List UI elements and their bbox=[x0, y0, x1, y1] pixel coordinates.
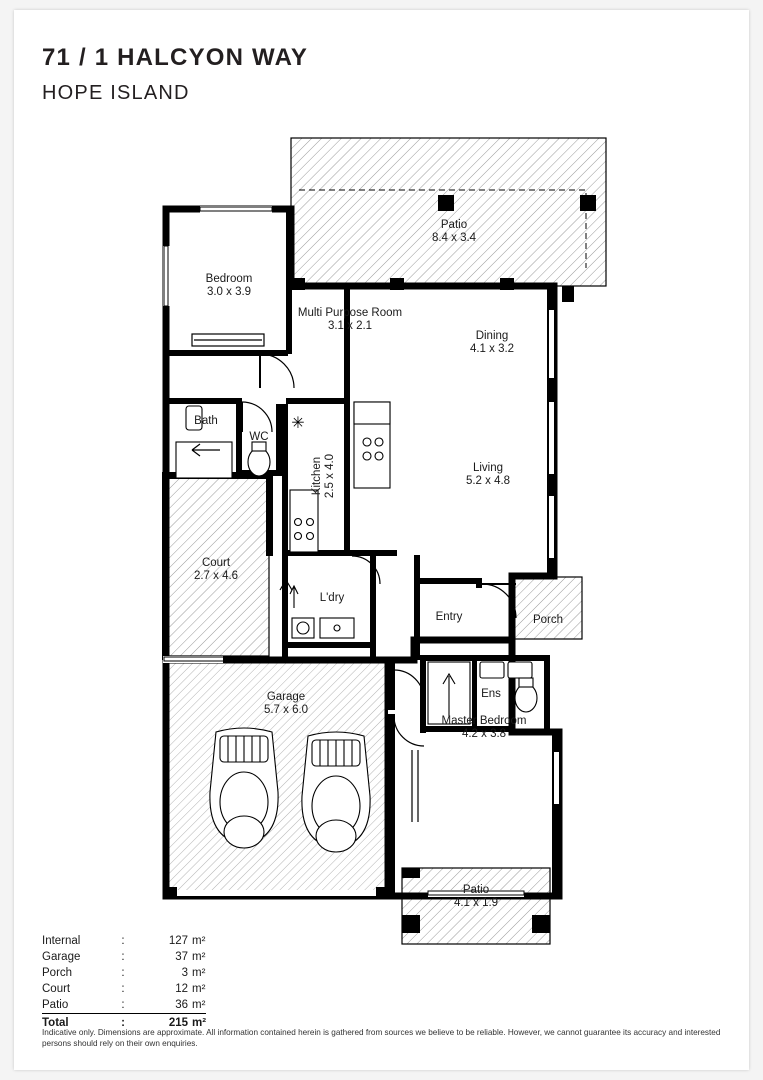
room-label-garage: Garage 5.7 x 6.0 bbox=[263, 691, 309, 716]
room-label-bedroom: Bedroom 3.0 x 3.9 bbox=[205, 273, 253, 298]
legend-label-patio: Patio bbox=[42, 999, 69, 1011]
legend-value-porch: 3 bbox=[181, 967, 188, 979]
floorplan-sheet bbox=[14, 10, 749, 1070]
room-label-wc: WC bbox=[249, 431, 269, 443]
legend-value-total: 215 bbox=[130, 1014, 192, 1032]
legend-value-garage: 37 bbox=[175, 951, 188, 963]
legend-unit-internal: m² bbox=[192, 935, 206, 947]
legend-sep-court: : bbox=[121, 983, 125, 995]
legend-unit-porch: m² bbox=[192, 967, 206, 979]
plan-geometry bbox=[162, 138, 606, 944]
room-label-multi-purpose-room: Multi Purpose Room 3.1 x 2.1 bbox=[297, 307, 403, 332]
legend-sep-internal: : bbox=[121, 935, 125, 947]
legend-row-patio bbox=[42, 997, 206, 1014]
legend-row-garage bbox=[42, 949, 206, 965]
legend-label-porch: Porch bbox=[42, 967, 73, 979]
legend-label-court: Court bbox=[42, 983, 71, 995]
legend-label-total: Total bbox=[42, 1014, 116, 1032]
room-label-ens: Ens bbox=[481, 688, 501, 700]
legend-unit-court: m² bbox=[192, 983, 206, 995]
legend-value-patio: 36 bbox=[175, 999, 188, 1011]
room-label-court: Court 2.7 x 4.6 bbox=[193, 557, 239, 582]
room-label-dining: Dining 4.1 x 3.2 bbox=[469, 330, 515, 355]
legend-unit-patio: m² bbox=[192, 999, 206, 1011]
page-subtitle: HOPE ISLAND bbox=[42, 82, 190, 104]
svg-text:✳: ✳ bbox=[291, 415, 305, 432]
area-legend bbox=[42, 933, 206, 1031]
legend-unit-total: m² bbox=[192, 1014, 206, 1032]
legend-label-garage: Garage bbox=[42, 951, 81, 963]
legend-label-internal: Internal bbox=[42, 935, 81, 947]
room-label-porch: Porch bbox=[532, 614, 564, 626]
room-label-bath: Bath bbox=[194, 415, 218, 427]
room-label-kitchen: Kitchen 2.5 x 4.0 bbox=[311, 453, 336, 499]
room-label-patio-top: Patio 8.4 x 3.4 bbox=[431, 219, 477, 244]
room-label-entry: Entry bbox=[435, 611, 463, 623]
floorplan-drawing bbox=[14, 10, 749, 1070]
room-label-living: Living 5.2 x 4.8 bbox=[465, 462, 511, 487]
room-label-laundry: L'dry bbox=[319, 592, 345, 604]
page-title: 71 / 1 HALCYON WAY bbox=[42, 44, 309, 71]
legend-row-court bbox=[42, 981, 206, 997]
legend-value-court: 12 bbox=[175, 983, 188, 995]
legend-unit-garage: m² bbox=[192, 951, 206, 963]
legend-row-internal bbox=[42, 933, 206, 949]
legend-sep-total: : bbox=[116, 1014, 130, 1032]
legend-sep-porch: : bbox=[121, 967, 125, 979]
legend-row-porch bbox=[42, 965, 206, 981]
disclaimer-text: Indicative only. Dimensions are approximate. All information contained herein is gathered from sources we believe to be reliable. However, we cannot guarantee its accuracy and interested persons should rely on their own enquiries. bbox=[42, 1028, 721, 1048]
legend-sep-garage: : bbox=[121, 951, 125, 963]
legend-value-internal: 127 bbox=[168, 935, 188, 947]
room-label-patio-bottom: Patio 4.1 x 1.9 bbox=[453, 884, 499, 909]
area-legend-table bbox=[42, 933, 206, 1031]
legend-sep-patio: : bbox=[121, 999, 125, 1011]
room-label-master-bedroom: Master Bedroom 4.2 x 3.8 bbox=[441, 715, 527, 740]
